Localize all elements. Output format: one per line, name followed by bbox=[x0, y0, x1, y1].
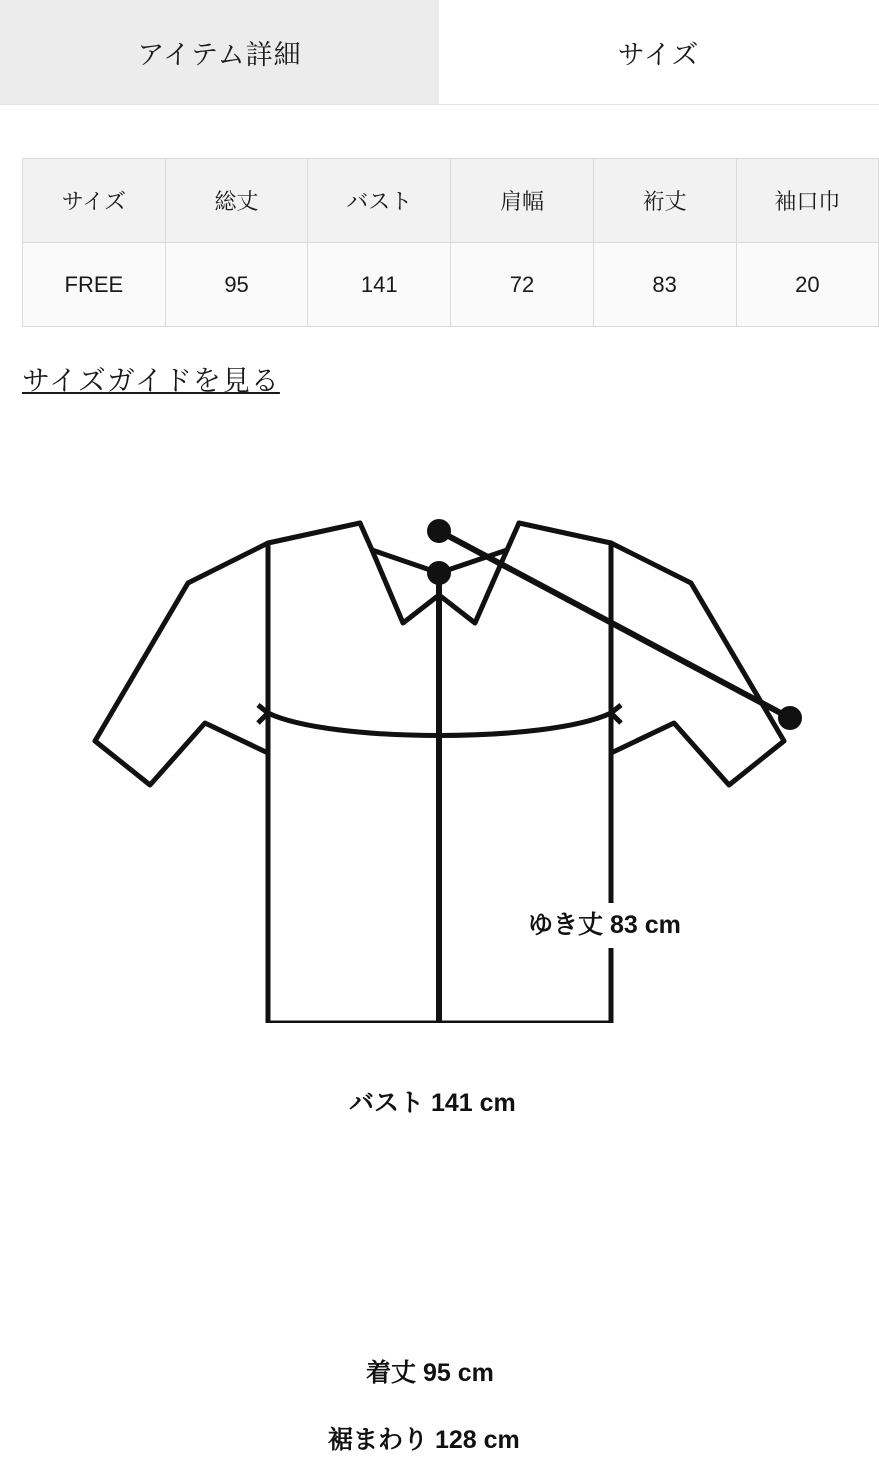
label-hem: 裾まわり 128 cm bbox=[312, 1418, 536, 1463]
tab-bar bbox=[0, 0, 879, 105]
table-header-row bbox=[23, 159, 879, 243]
table-header-cell: サイズ bbox=[23, 159, 166, 243]
label-sleeve-length: ゆき丈 83 cm bbox=[512, 903, 697, 948]
table-cell: FREE bbox=[23, 243, 166, 327]
garment-svg bbox=[0, 423, 879, 1023]
table-header-cell: 袖口巾 bbox=[736, 159, 879, 243]
table-row bbox=[23, 243, 879, 327]
sleeve-length-measure bbox=[430, 522, 799, 727]
right-sleeve-outline bbox=[611, 543, 784, 785]
tab-size[interactable] bbox=[439, 0, 878, 104]
body-length-measure bbox=[430, 564, 448, 1023]
size-table-container[interactable] bbox=[22, 158, 879, 327]
table-cell: 20 bbox=[736, 243, 879, 327]
label-body-length: 着丈 95 cm bbox=[350, 1351, 510, 1396]
tab-label: アイテム詳細 bbox=[137, 33, 301, 72]
table-header-cell: バスト bbox=[308, 159, 451, 243]
table-cell: 95 bbox=[165, 243, 308, 327]
table-header-cell: 裄丈 bbox=[593, 159, 736, 243]
table-cell: 83 bbox=[593, 243, 736, 327]
label-bust: バスト 141 cm bbox=[333, 1081, 532, 1126]
table-header-cell: 総丈 bbox=[165, 159, 308, 243]
table-cell: 72 bbox=[451, 243, 594, 327]
tab-label: サイズ bbox=[618, 33, 700, 72]
size-guide-link[interactable]: サイズガイドを見る bbox=[22, 359, 280, 399]
tab-item-details[interactable] bbox=[0, 0, 439, 104]
left-sleeve-outline bbox=[95, 543, 268, 785]
table-header-cell: 肩幅 bbox=[451, 159, 594, 243]
table-cell: 141 bbox=[308, 243, 451, 327]
garment-measurement-diagram bbox=[0, 423, 879, 1023]
size-table bbox=[22, 158, 879, 327]
